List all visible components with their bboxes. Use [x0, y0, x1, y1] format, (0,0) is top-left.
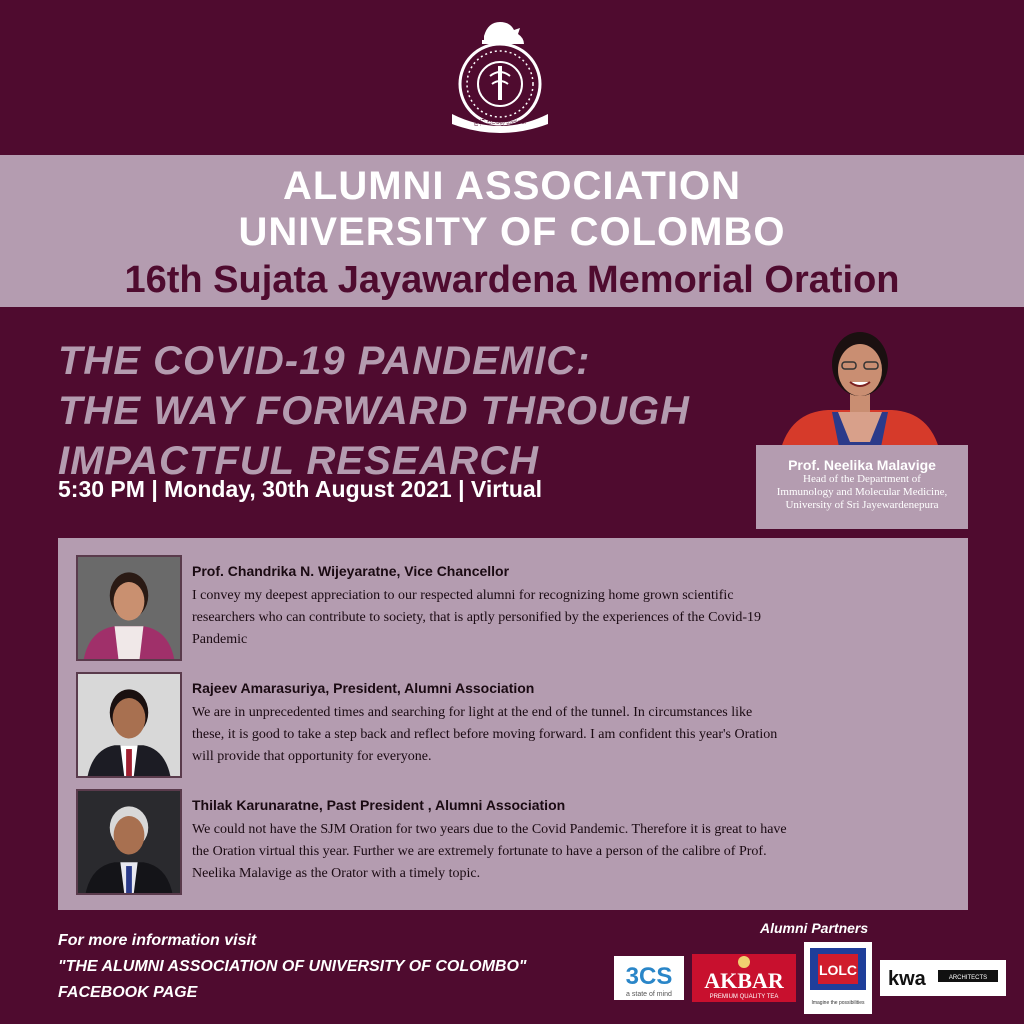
speaker-desc-line: Head of the Department of [803, 473, 921, 485]
akbar-logo-tagline: PREMIUM QUALITY TEA [709, 994, 779, 1000]
president-photo [76, 672, 182, 778]
lolc-logo-tagline: Imagine the possibilities [811, 1000, 865, 1006]
quote-line: will provide that opportunity for everyone. [192, 749, 432, 764]
event-datetime: 5:30 PM | Monday, 30th August 2021 | Virtual [58, 476, 543, 502]
vice-chancellor-photo [76, 555, 182, 661]
more-info-line: "THE ALUMNI ASSOCIATION OF UNIVERSITY OF COLOMBO" [58, 958, 527, 975]
quote-text [192, 585, 922, 651]
quote-line: We could not have the SJM Oration for two years due to the Covid Pandemic. Therefore it is great to have [192, 822, 787, 837]
quote-line: I convey my deepest appreciation to our respected alumni for recognizing home grown scientific [192, 588, 734, 603]
oration-title: 16th Sujata Jayawardena Memorial Oration [124, 259, 900, 301]
more-info [58, 928, 527, 1006]
university-title: UNIVERSITY OF COLOMBO [238, 210, 786, 254]
speaker-desc-line: University of Sri Jayewardenepura [785, 499, 939, 511]
quotes-panel [58, 538, 968, 910]
quote-text [192, 702, 922, 768]
crest-motto: බුද්ධි සර්වත්‍ර භ්‍රාජතේ [473, 119, 527, 126]
speaker-desc-line: Immunology and Molecular Medicine, [776, 486, 948, 498]
more-info-line: For more information visit [58, 932, 257, 949]
lolc-logo-text: LOLC [818, 962, 858, 978]
speaker-photo [780, 312, 940, 452]
quote-line: Pandemic [192, 632, 248, 647]
talk-title-line: THE WAY FORWARD THROUGH [58, 389, 690, 433]
quote-author: Prof. Chandrika N. Wijeyaratne, Vice Chancellor [192, 563, 510, 579]
quote-line: researchers who can contribute to society, that is aptly personified by the experiences of the Covid-19 [192, 610, 762, 625]
3cs-logo [614, 956, 684, 1000]
speaker-card [756, 445, 968, 529]
past-president-photo [76, 789, 182, 895]
3cs-logo-text: 3CS [625, 963, 673, 990]
more-info-line: FACEBOOK PAGE [58, 984, 198, 1001]
association-title: ALUMNI ASSOCIATION [283, 164, 741, 208]
akbar-logo-text: AKBAR [704, 968, 784, 993]
partners-label: Alumni Partners [760, 920, 869, 936]
3cs-logo-tagline: a state of mind [626, 991, 672, 998]
quote-author: Rajeev Amarasuriya, President, Alumni Association [192, 680, 535, 696]
kwa-logo-text: kwa [888, 968, 926, 990]
kwa-logo-tagline: ARCHITECTS [948, 975, 988, 981]
quote-author: Thilak Karunaratne, Past President , Alumni Association [192, 797, 566, 813]
title-banner [0, 155, 1024, 307]
lolc-logo [804, 942, 872, 1014]
quote-line: Neelika Malavige as the Orator with a timely topic. [192, 866, 481, 881]
talk-title-line: IMPACTFUL RESEARCH [58, 439, 539, 483]
kwa-logo [880, 960, 1006, 996]
quote-line: We are in unprecedented times and searching for light at the end of the tunnel. In circumstances like [192, 705, 753, 720]
quote-line: the Oration virtual this year. Further we are extremely fortunate to have a person of the calibre of Prof. [192, 844, 767, 859]
akbar-logo [692, 954, 796, 1002]
talk-title [58, 336, 758, 486]
quote-text [192, 819, 922, 885]
quote-line: these, it is good to take a step back and reflect before moving forward. I am confident this year's Oration [192, 727, 778, 742]
university-crest-logo [446, 14, 554, 134]
speaker-name: Prof. Neelika Malavige [788, 457, 936, 473]
talk-title-line: THE COVID-19 PANDEMIC: [58, 339, 591, 383]
